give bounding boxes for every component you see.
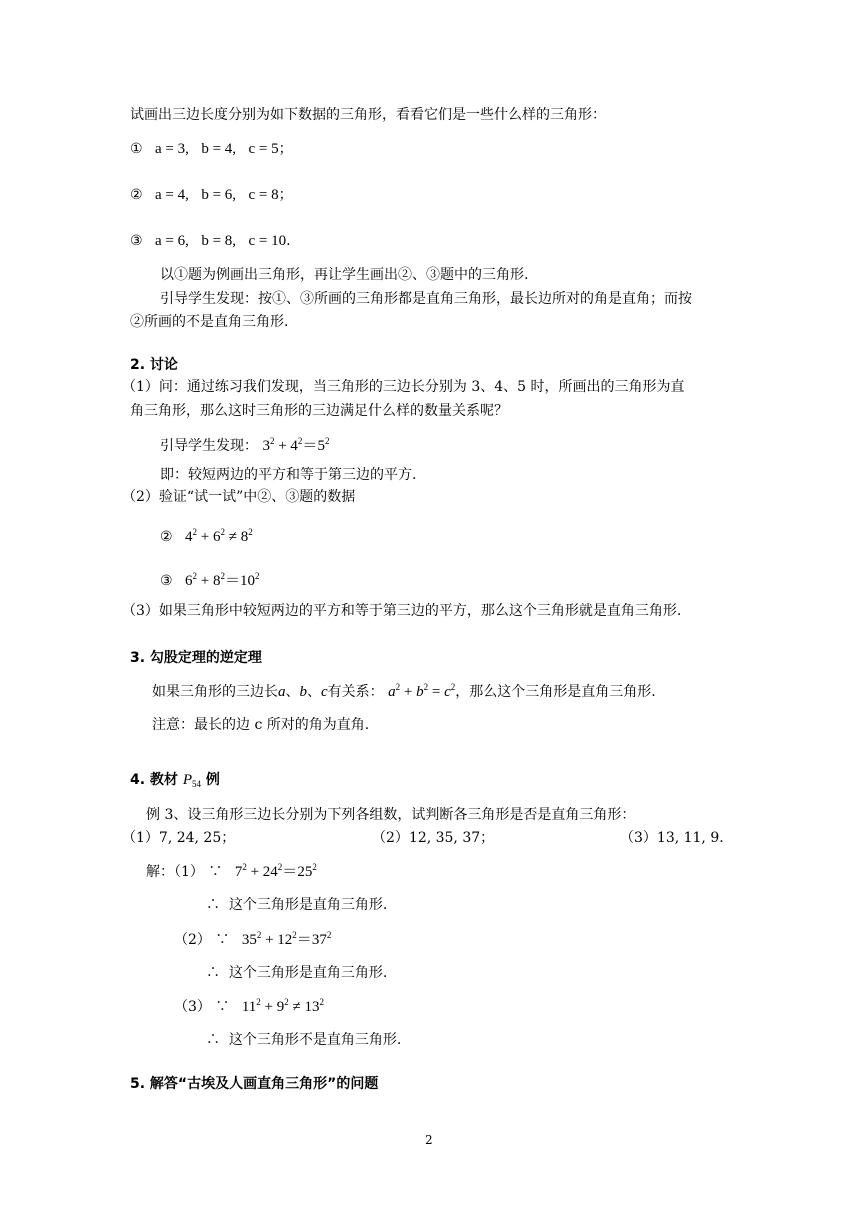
case-1 [130,140,293,158]
solution-1-line: 解：（1） ∵ $7^2 + 24^2=25^2$ [146,862,317,880]
solution-label: 解： [146,864,174,880]
case-end: . [286,233,291,249]
case-side-b: b = 4, [201,141,237,157]
example-option-3: （3）13, 11, 9. [620,830,724,846]
question-1-line-2: 角三角形，那么这时三角形的三边满足什么样的数量关系呢？ [130,403,508,419]
case-side-a: a = 6, [155,233,189,249]
case-side-c: c = 5 [248,141,279,157]
case-3 [130,232,291,250]
case-2 [130,186,293,204]
ie-statement: 即：较短两边的平方和等于第三边的平方. [160,467,417,483]
case-side-b: b = 8, [201,233,237,249]
solution-2-line: （2） ∵ $35^2 + 12^2=37^2$ [174,930,332,948]
example-option-2: （2）12, 35, 37； [372,830,495,846]
because-symbol: ∵ [208,864,223,880]
draw-paragraph: 以①题为例画出三角形，再让学生画出②、③题中的三角形. [160,267,529,283]
verify-case-2: ② $4^2 + 6^2 \ne 8^2$ [160,527,253,545]
case-end: ； [278,141,293,157]
solution-3-conclusion: ∴ 这个三角形不是直角三角形. [206,1032,402,1048]
case-marker: ② [130,187,143,203]
guide-paragraph-line-2: ②所画的不是直角三角形. [130,314,289,330]
section-5-heading: 5. 解答“古埃及人画直角三角形”的问题 [130,1076,379,1092]
verify-case-3: ③ $6^2 + 8^2=10^2$ [160,571,260,589]
section-3-heading: 3. 勾股定理的逆定理 [130,650,262,666]
because-symbol: ∵ [215,999,230,1015]
question-2: （2）验证“试一试”中②、③题的数据 [122,489,356,505]
intro-paragraph: 试画出三边长度分别为如下数据的三角形，看看它们是一些什么样的三角形： [130,107,606,123]
section-2-heading: 2. 讨论 [130,357,178,373]
equation-3-4-5: $3^2 + 4^2=5^2$ [262,436,330,454]
case-side-a: a = 3, [155,141,189,157]
case-side-c: c = 10 [248,233,287,249]
therefore-symbol: ∴ [206,965,220,981]
note-paragraph: 注意：最长的边 c 所对的角为直角. [152,717,370,733]
example-option-1: （1）7, 24, 25； [122,830,236,846]
therefore-symbol: ∴ [206,1032,220,1048]
guide-label: 引导学生发现： [160,438,258,454]
question-3: （3）如果三角形中较短两边的平方和等于第三边的平方，那么这个三角形就是直角三角形. [122,603,682,619]
guide-equation-line [160,437,329,455]
therefore-symbol: ∴ [206,897,220,913]
case-side-a: a = 4, [155,187,189,203]
case-end: ； [278,187,293,203]
case-marker: ③ [130,233,143,249]
solution-1-conclusion: ∴ 这个三角形是直角三角形. [206,897,388,913]
case-marker: ① [130,141,143,157]
converse-theorem-statement: 如果三角形的三边长a、b、c有关系： $a^2 + b^2 = c^2$，那么这个三角形是直角三角形. [152,682,656,700]
pythagorean-equation: $a^2 + b^2 = c^2$ [388,682,456,700]
question-1-line-1: （1）问：通过练习我们发现，当三角形的三边长分别为 3、4、5 时，所画出的三角形为直 [122,379,685,395]
case-side-b: b = 6, [201,187,237,203]
section-4-heading: 4. 教材 $P_{54}$ 例 [130,772,220,789]
example-3-statement: 例 3、设三角形三边长分别为下列各组数，试判断各三角形是否是直角三角形： [146,807,636,823]
because-symbol: ∵ [215,932,230,948]
case-side-c: c = 8 [248,187,279,203]
solution-3-line: （3） ∵ $11^2 + 9^2 \ne 13^2$ [174,997,324,1015]
guide-paragraph-line-1: 引导学生发现：按①、③所画的三角形都是直角三角形，最长边所对的角是直角；而按 [160,291,692,307]
page-number: 2 [425,1133,433,1147]
solution-2-conclusion: ∴ 这个三角形是直角三角形. [206,965,388,981]
